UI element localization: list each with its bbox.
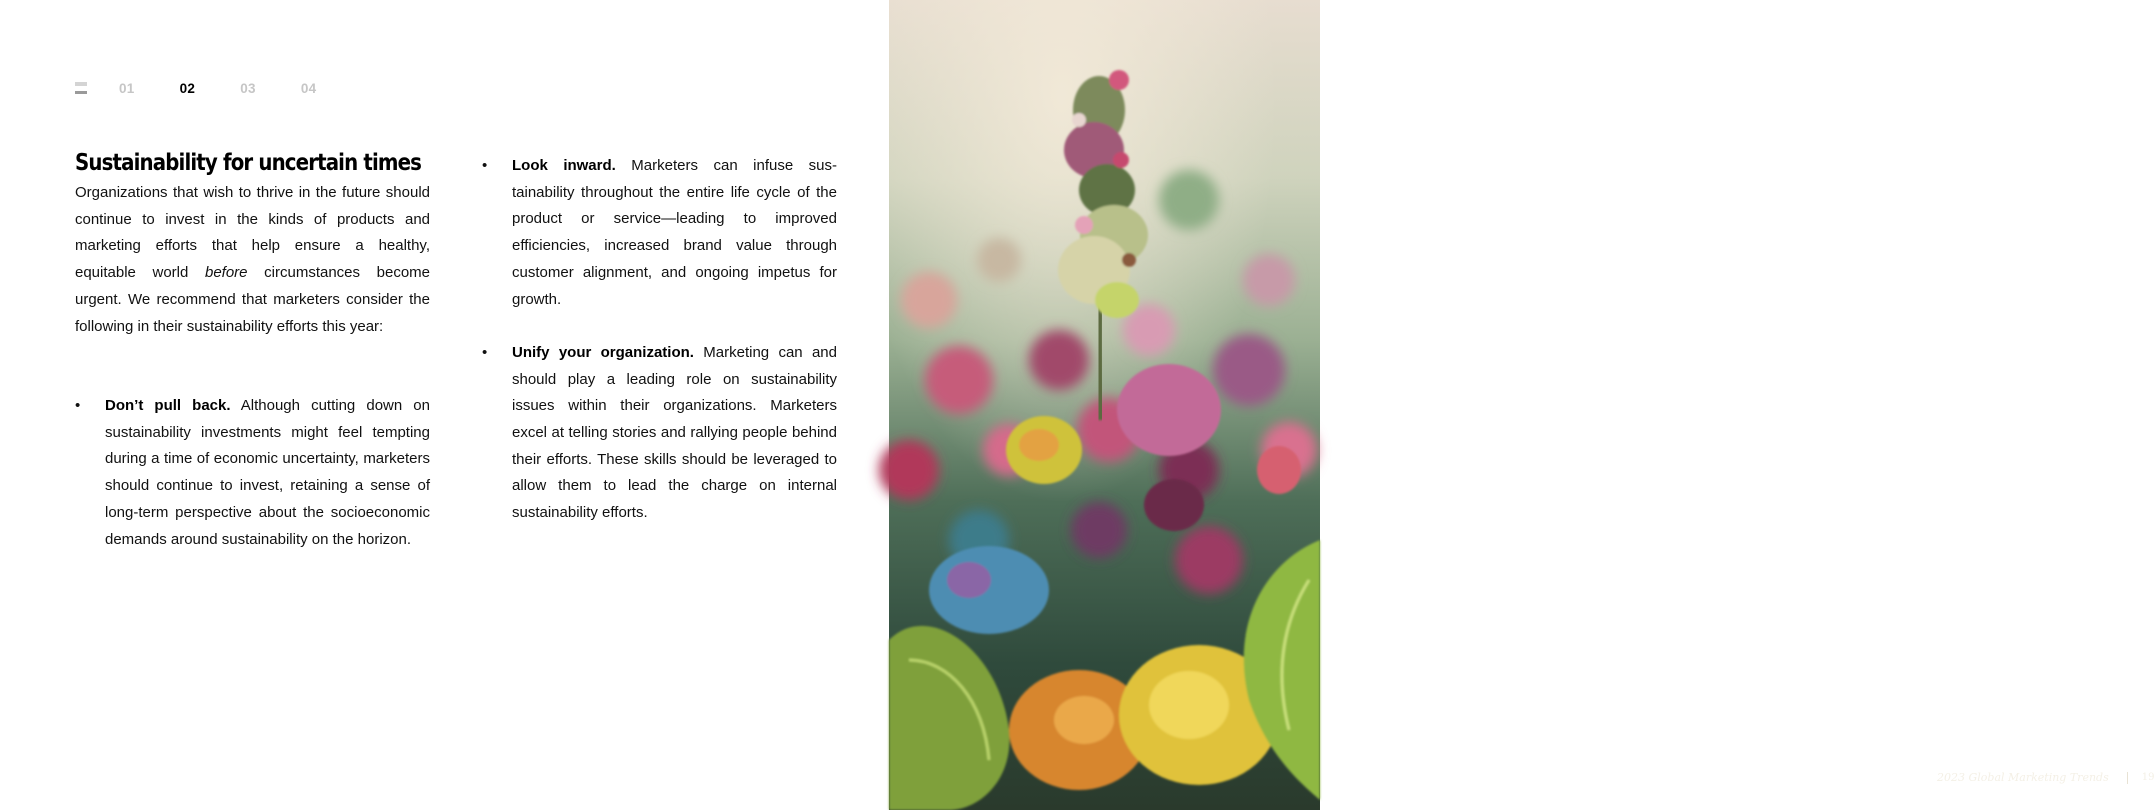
intro-emphasis: before — [204, 264, 248, 282]
nav-item-01[interactable]: 01 — [119, 80, 135, 96]
bullet-list-right — [512, 153, 837, 527]
flower-photo — [889, 0, 2154, 810]
bullet-text: Marketing can and should play a leading role on sustainability issues within their organizations. Marketers excel at telling stories and rallying people behind their efforts. These skills should be leveraged to allow them to lead the charge on internal sustainability efforts. — [512, 343, 837, 522]
page-footer — [1937, 771, 2154, 784]
nav-item-04[interactable]: 04 — [300, 80, 317, 96]
intro-paragraph — [75, 180, 430, 340]
publication-title: 2023 Global Marketing Trends — [1937, 771, 2109, 784]
page-number: 19 — [2141, 772, 2154, 783]
bullet-dont-pull-back — [105, 393, 430, 553]
flower-illustration — [889, 0, 1320, 810]
footer-divider — [2127, 772, 2128, 784]
section-title: Sustainability for uncertain times — [75, 150, 422, 176]
bullet-list-left — [105, 393, 430, 553]
section-nav — [75, 80, 362, 96]
bullet-unify-organization — [512, 340, 837, 527]
menu-icon[interactable] — [75, 82, 87, 94]
bullet-text: Marketers can infuse sustainability throughout the entire life cycle of the product or service—leading to improved efficiencies, increased brand value through customer alignment, and ongoing impetus for growth. — [512, 157, 837, 308]
bullet-text: Although cutting down on sustainability investments might feel tempting during a time of economic uncertainty, marketers should continue to invest, retaining a sense of long-term perspective about the socioeconomic demands around sustainability on the horizon. — [105, 397, 430, 548]
bullet-lead: Look inward. — [512, 157, 616, 174]
bullet-look-inward — [512, 153, 837, 313]
nav-item-02[interactable]: 02 — [179, 80, 196, 96]
intro-text-after: circumstances become urgent. We recommend that marketers consider the following in their sustainability efforts this year: — [75, 264, 430, 335]
bullet-lead: Unify your organization. — [512, 343, 694, 361]
nav-item-03[interactable]: 03 — [240, 80, 256, 96]
intro-text-before: Organizations that wish to thrive in the future should continue to invest in the kinds of products and marketing efforts that help ensure a healthy, equitable world — [75, 184, 430, 282]
bullet-lead: Don’t pull back. — [105, 397, 231, 414]
